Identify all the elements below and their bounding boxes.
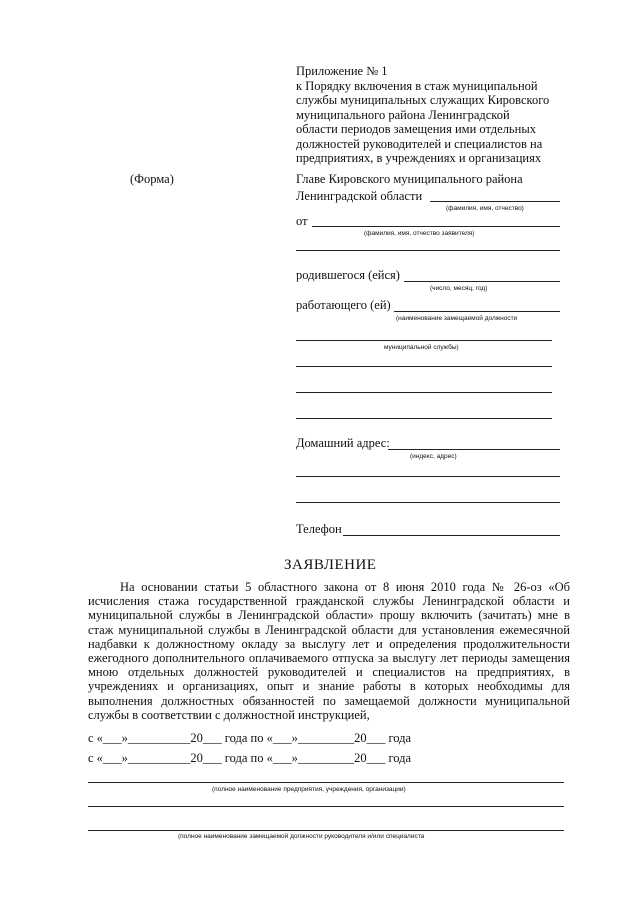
appendix-line: муниципального района Ленинградской [296,107,510,122]
appendix-block [296,64,549,166]
from-line-2[interactable] [296,250,560,251]
appendix-line: Приложение № 1 [296,64,388,78]
addressee-line1: Главе Кировского муниципального района [296,172,523,186]
hint-applicant: (фамилия, имя, отчество заявителя) [364,230,475,237]
hint-fio: (фамилия, имя, отчество) [446,205,524,212]
hint-service: муниципальной службы) [384,344,459,351]
appendix-line: предприятиях, в учреждениях и организациях [296,151,542,165]
working-line-4[interactable] [296,392,552,393]
hint-org: (полное наименование предприятия, учреждения, организации) [212,786,406,793]
appendix-line: должностей руководителей и специалистов на [296,136,543,151]
working-line[interactable] [394,311,560,312]
form-label: (Форма) [130,172,174,186]
document-title: ЗАЯВЛЕНИЕ [284,557,377,573]
body-text: На основании статьи 5 областного закона от 8 июня 2010 года № 26-оз «Об исчисления стажа государственной гражданской службы Ленинградской области и муниципальной службы в Ленинградской области» прошу включить (зачитать) мне в стаж муниципальной службы в Ленинградской области для установления ежемесячной надбавки к должностному окладу за выслугу лет и определения продолжительности ежегодного дополнительного оплачиваемого отпуска за выслугу лет периоды замещения мною отдельных должностей руководителей и специалистов на предприятиях, в учреждениях и организациях, опыт и знание работы в которых необходимы для выполнения должностных обязанностей по замещаемой должности муниципальной службы в соответствии с должностной инструкцией, [88,580,570,722]
address-line-3[interactable] [296,502,560,503]
hint-date: (число, месяц, год) [430,285,488,292]
working-line-3[interactable] [296,366,552,367]
body-paragraph [88,580,570,722]
period-line-1: с «___»__________20___ года по «___»_________20___ года [88,731,412,745]
born-line[interactable] [404,281,560,282]
org-line-2[interactable] [88,806,564,807]
from-label: от [296,214,308,228]
born-label: родившегося (ейся) [296,268,400,282]
hint-position: (наименование замещаемой должности [396,315,518,322]
fio-line[interactable] [430,201,560,202]
address-line-2[interactable] [296,476,560,477]
phone-label: Телефон [296,522,342,536]
from-line[interactable] [312,226,560,227]
position-line[interactable] [88,830,564,831]
working-line-2[interactable] [296,340,552,341]
period-line-2: с «___»__________20___ года по «___»_________20___ года [88,751,412,765]
working-line-5[interactable] [296,418,552,419]
appendix-line: области периодов замещения ими отдельных [296,122,536,136]
hint-pos2: (полное наименование замещаемой должности руководителя и/или специалиста [178,833,425,840]
address-label: Домашний адрес: [296,436,390,450]
org-line[interactable] [88,782,564,783]
phone-line[interactable] [343,535,560,536]
working-label: работающего (ей) [296,298,391,312]
hint-address: (индекс, адрес) [410,453,457,460]
address-line[interactable] [388,449,560,450]
appendix-line: к Порядку включения в стаж муниципальной [296,78,538,93]
appendix-line: службы муниципальных служащих Кировского [296,93,550,107]
addressee-line2: Ленинградской области [296,189,423,203]
